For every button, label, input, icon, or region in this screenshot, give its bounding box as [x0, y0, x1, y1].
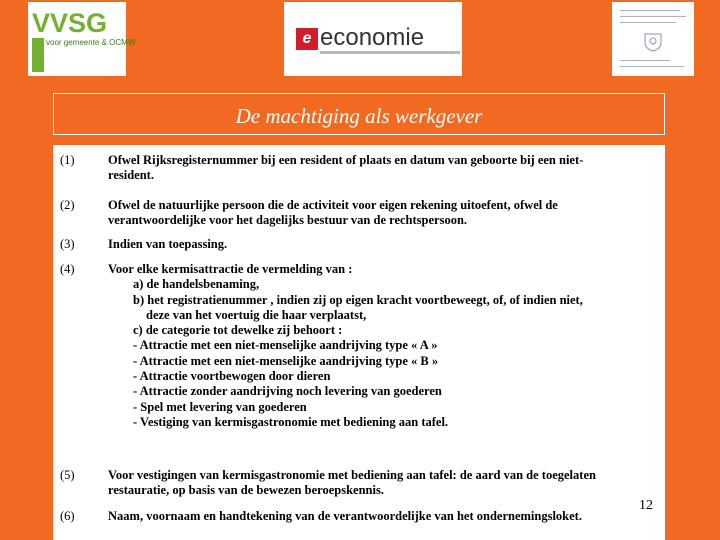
note-line: Voor elke kermisattractie de vermelding van : — [108, 262, 353, 276]
note-line: Indien van toepassing. — [108, 237, 228, 251]
note-line: - Attractie met een niet-menselijke aandrijving type « A » — [133, 338, 438, 353]
note-line: - Attractie met een niet-menselijke aandrijving type « B » — [133, 353, 439, 368]
vvsg-logo-letters: VVSG — [32, 8, 108, 38]
economie-logo-tagline — [320, 51, 460, 54]
note-line: restauratie, op basis van de bewezen beroepskennis. — [108, 483, 384, 498]
economie-logo-word: economie — [320, 24, 425, 51]
page-number: 12 — [639, 498, 653, 513]
note-line: deze van het voertuig die haar verplaatst, — [146, 307, 367, 322]
note-text — [108, 509, 656, 524]
note-text — [108, 468, 656, 499]
note-line: c) de categorie tot dewelke zij behoort : — [133, 323, 343, 338]
vvsg-logo-subtitle: voor gemeente & OCMW — [46, 38, 136, 47]
vvsg-logo — [28, 2, 136, 76]
note-number: (6) — [60, 509, 75, 523]
note-line: Ofwel Rijksregisternummer bij een resident of plaats en datum van geboorte bij een niet- — [108, 153, 584, 167]
crest-text-line — [620, 16, 686, 17]
note-number: (2) — [60, 198, 75, 212]
title-box — [53, 93, 665, 135]
crest-text-line — [620, 60, 670, 61]
vvsg-logo-bar — [32, 38, 44, 72]
note-line: a) de handelsbenaming, — [133, 277, 260, 292]
note-line: Naam, voornaam en handtekening van de verantwoordelijke van het ondernemingsloket. — [108, 509, 582, 523]
notes-panel — [53, 145, 665, 540]
note-line: Voor vestigingen van kermisgastronomie met bediening aan tafel: de aard van de toegelaten — [108, 468, 596, 482]
note-line: - Attractie voortbewogen door dieren — [133, 369, 331, 384]
note-line: - Attractie zonder aandrijving noch levering van goederen — [133, 384, 442, 399]
crest-text-line — [620, 10, 680, 11]
crest-text-line — [620, 22, 676, 23]
note-text — [108, 198, 656, 229]
note-number: (5) — [60, 468, 75, 482]
note-line: - Vestiging van kermisgastronomie met bediening aan tafel. — [133, 414, 449, 429]
crest-text-line — [620, 66, 684, 67]
note-line: - Spel met levering van goederen — [133, 399, 307, 414]
note-text — [108, 237, 656, 252]
crest-shield-icon — [642, 32, 664, 52]
note-line: Ofwel de natuurlijke persoon die de activiteit voor eigen rekening uitoefent, ofwel de — [108, 198, 558, 212]
economie-logo — [284, 2, 462, 76]
note-number: (3) — [60, 237, 75, 251]
note-line: b) het registratienummer , indien zij op eigen kracht voortbeweegt, of, of indien niet, — [133, 292, 583, 307]
page-title: De machtiging als werkgever — [235, 104, 483, 128]
note-number: (4) — [60, 262, 75, 276]
note-line: verantwoordelijke voor het dagelijks bestuur van de rechtspersoon. — [108, 213, 468, 228]
note-text — [108, 262, 656, 430]
note-line: resident. — [108, 168, 154, 183]
note-text — [108, 153, 656, 184]
economie-logo-mark: e — [296, 28, 318, 50]
note-number: (1) — [60, 153, 75, 167]
ministry-crest-logo — [612, 2, 694, 76]
